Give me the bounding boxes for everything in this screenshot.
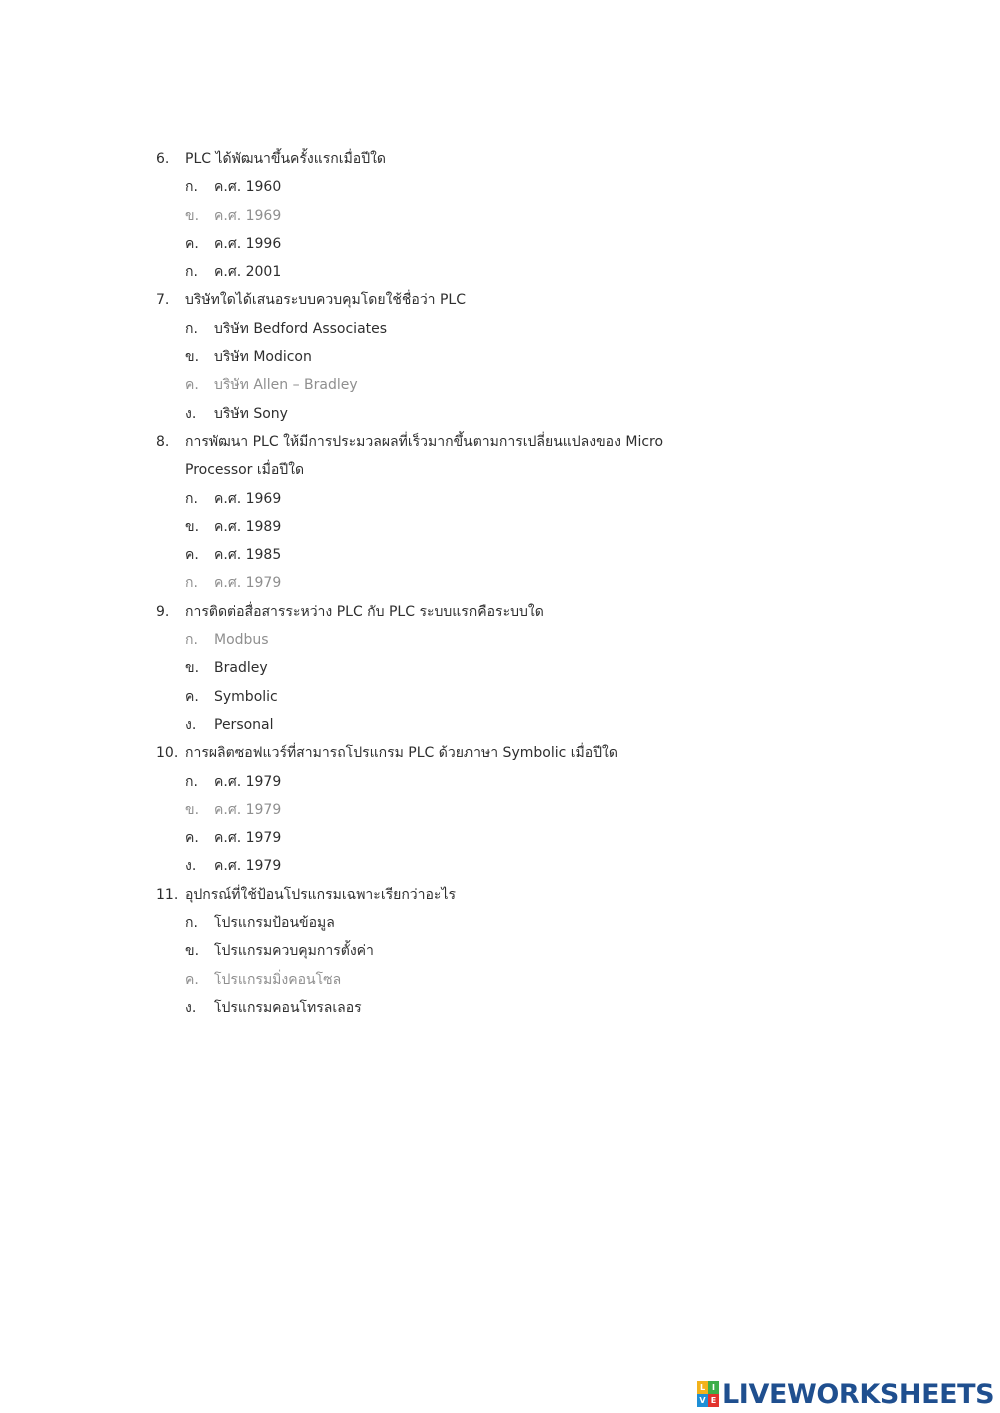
option-row[interactable] bbox=[0, 371, 1000, 399]
brand-wordmark: LIVEWORKSHEETS bbox=[722, 1378, 995, 1410]
option-text: ค.ศ. 1996 bbox=[214, 235, 282, 252]
quiz-list bbox=[0, 145, 1000, 1022]
option-letter: ง. bbox=[185, 405, 197, 422]
question-text: บริษัทใดได้เสนอระบบควบคุมโดยใช้ชื่อว่า PLC bbox=[185, 292, 467, 309]
question-number: 8. bbox=[156, 433, 170, 450]
question-text: อุปกรณ์ที่ใช้ป้อนโปรแกรมเฉพาะเรียกว่าอะไร bbox=[185, 886, 457, 903]
option-text: บริษัท Allen – Bradley bbox=[214, 377, 358, 394]
question-number: 9. bbox=[156, 603, 170, 620]
question-10 bbox=[0, 739, 1000, 880]
option-letter: ค. bbox=[185, 971, 199, 988]
option-text: Personal bbox=[214, 716, 274, 733]
question-8 bbox=[0, 428, 1000, 598]
question-row bbox=[0, 286, 1000, 314]
option-text: ค.ศ. 1960 bbox=[214, 179, 282, 196]
option-text: ค.ศ. 1979 bbox=[214, 575, 282, 592]
option-letter: ข. bbox=[185, 518, 200, 535]
option-row[interactable] bbox=[0, 966, 1000, 994]
option-row[interactable] bbox=[0, 400, 1000, 428]
liveworksheets-mark-icon bbox=[697, 1381, 719, 1407]
question-number: 6. bbox=[156, 151, 170, 167]
option-letter: ค. bbox=[185, 547, 199, 564]
option-letter: ง. bbox=[185, 999, 197, 1016]
question-row bbox=[0, 145, 1000, 173]
option-letter: ง. bbox=[185, 858, 197, 875]
option-row[interactable] bbox=[0, 202, 1000, 230]
mark-letter-l: L bbox=[697, 1381, 708, 1394]
option-row[interactable] bbox=[0, 683, 1000, 711]
option-letter: ข. bbox=[185, 801, 200, 818]
option-row[interactable] bbox=[0, 315, 1000, 343]
option-letter: ก. bbox=[185, 320, 198, 337]
question-6 bbox=[0, 145, 1000, 286]
option-letter: ก. bbox=[185, 575, 198, 592]
option-text: ค.ศ. 2001 bbox=[214, 264, 282, 281]
question-7 bbox=[0, 286, 1000, 427]
option-letter: ก. bbox=[185, 773, 198, 790]
liveworksheets-logo bbox=[697, 1378, 994, 1410]
option-row[interactable] bbox=[0, 909, 1000, 937]
option-text: โปรแกรมคอนโทรลเลอร bbox=[214, 999, 362, 1016]
option-row[interactable] bbox=[0, 513, 1000, 541]
question-number: 10. bbox=[156, 745, 179, 762]
option-row[interactable] bbox=[0, 654, 1000, 682]
option-letter: ค. bbox=[185, 830, 199, 847]
option-row[interactable] bbox=[0, 230, 1000, 258]
option-row[interactable] bbox=[0, 485, 1000, 513]
option-text: Modbus bbox=[214, 632, 269, 649]
option-text: โปรแกรมป้อนข้อมูล bbox=[214, 915, 335, 932]
option-letter: ก. bbox=[185, 915, 198, 932]
question-row bbox=[0, 428, 1000, 485]
option-letter: ค. bbox=[185, 235, 199, 252]
option-row[interactable] bbox=[0, 258, 1000, 286]
option-letter: ข. bbox=[185, 943, 200, 960]
option-letter: ข. bbox=[185, 349, 200, 366]
option-letter: ง. bbox=[185, 716, 197, 733]
option-row[interactable] bbox=[0, 541, 1000, 569]
option-row[interactable] bbox=[0, 852, 1000, 880]
option-text: ค.ศ. 1979 bbox=[214, 801, 282, 818]
option-text: บริษัท Sony bbox=[214, 405, 288, 422]
option-row[interactable] bbox=[0, 711, 1000, 739]
option-text: บริษัท Modicon bbox=[214, 349, 312, 366]
option-letter: ก. bbox=[185, 632, 198, 649]
option-text: ค.ศ. 1989 bbox=[214, 518, 282, 535]
question-9 bbox=[0, 598, 1000, 739]
option-text: Bradley bbox=[214, 660, 268, 677]
option-row[interactable] bbox=[0, 796, 1000, 824]
option-row[interactable] bbox=[0, 569, 1000, 597]
option-text: โปรแกรมมิ่งคอนโซล bbox=[214, 971, 342, 988]
question-text: การติดต่อสื่อสารระหว่าง PLC กับ PLC ระบบแรกคือระบบใด bbox=[185, 603, 544, 620]
question-row bbox=[0, 598, 1000, 626]
question-row bbox=[0, 881, 1000, 909]
option-text: ค.ศ. 1979 bbox=[214, 858, 282, 875]
mark-letter-v: V bbox=[697, 1394, 708, 1407]
option-row[interactable] bbox=[0, 173, 1000, 201]
option-text: Symbolic bbox=[214, 688, 278, 705]
option-letter: ค. bbox=[185, 377, 199, 394]
option-row[interactable] bbox=[0, 343, 1000, 371]
option-letter: ค. bbox=[185, 688, 199, 705]
question-text: PLC ได้พัฒนาขึ้นครั้งแรกเมื่อปีใด bbox=[185, 151, 387, 167]
option-text: ค.ศ. 1979 bbox=[214, 830, 282, 847]
option-row[interactable] bbox=[0, 937, 1000, 965]
option-text: ค.ศ. 1985 bbox=[214, 547, 282, 564]
option-row[interactable] bbox=[0, 768, 1000, 796]
question-text: การผลิตซอฟแวร์ที่สามารถโปรแกรม PLC ด้วยภาษา Symbolic เมื่อปีใด bbox=[185, 745, 618, 762]
option-letter: ก. bbox=[185, 490, 198, 507]
question-11 bbox=[0, 881, 1000, 1022]
option-text: ค.ศ. 1979 bbox=[214, 773, 282, 790]
option-text: ค.ศ. 1969 bbox=[214, 490, 282, 507]
option-letter: ข. bbox=[185, 660, 200, 677]
option-letter: ข. bbox=[185, 207, 200, 224]
question-number: 11. bbox=[156, 886, 179, 903]
option-text: ค.ศ. 1969 bbox=[214, 207, 282, 224]
option-row[interactable] bbox=[0, 824, 1000, 852]
option-row[interactable] bbox=[0, 626, 1000, 654]
mark-letter-e: E bbox=[708, 1394, 719, 1407]
option-letter: ก. bbox=[185, 264, 198, 281]
option-text: โปรแกรมควบคุมการตั้งค่า bbox=[214, 943, 374, 960]
question-row bbox=[0, 739, 1000, 767]
question-number: 7. bbox=[156, 292, 170, 309]
question-text: การพัฒนา PLC ให้มีการประมวลผลที่เร็วมากขึ้นตามการเปลี่ยนแปลงของ Micro Processor เมื่อปีใด bbox=[185, 433, 664, 479]
mark-letter-i: I bbox=[708, 1381, 719, 1394]
option-row[interactable] bbox=[0, 994, 1000, 1022]
option-text: บริษัท Bedford Associates bbox=[214, 320, 388, 337]
option-letter: ก. bbox=[185, 179, 198, 196]
